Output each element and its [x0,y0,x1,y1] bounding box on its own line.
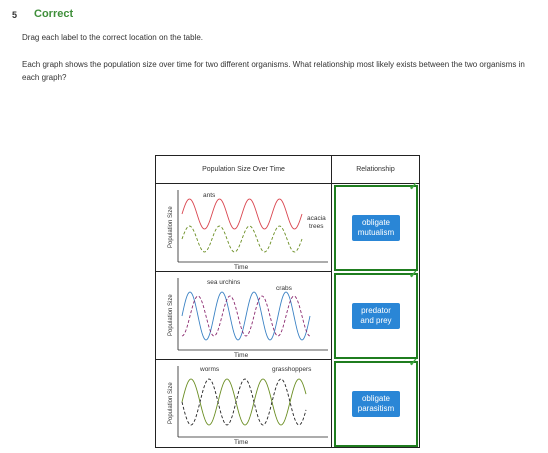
drop-zone-2[interactable] [334,269,418,359]
graph-3 [156,360,332,447]
instruction-text: Drag each label to the correct location on the table. [22,33,203,42]
label-predator-and-prey[interactable] [352,303,400,329]
organism-a-label: ants [203,192,216,199]
graph-row-3 [156,360,332,447]
organism-b-label-2: trees [309,223,324,230]
x-axis-label: Time [234,439,249,446]
organism-a-label: sea urchins [207,279,241,286]
drop-zone-1[interactable] [334,181,418,271]
checkmark-icon: ✓ [408,357,418,369]
label-line-1: obligate [361,394,391,403]
question-prompt: Each graph shows the population size over time for two different organisms. What relationship most likely exists between the two organisms in each graph? [22,60,525,82]
label-obligate-mutualism[interactable] [352,215,400,241]
label-obligate-parasitism[interactable] [352,391,400,417]
organism-b-label-1: acacia [307,215,326,222]
organism-a-label: worms [200,366,220,373]
x-axis-label: Time [234,264,249,271]
curve-sea-urchins [182,292,310,340]
graph-row-2 [156,272,332,360]
curve-ants [182,199,302,229]
y-axis-label: Population Size [168,294,174,336]
status-correct: Correct [34,8,74,20]
graph-1 [156,184,332,272]
label-line-2: and prey [360,316,392,325]
organism-b-label: grasshoppers [272,366,312,373]
y-axis-label: Population Size [168,206,174,248]
question-number: 5 [12,10,18,20]
checkmark-icon: ✓ [408,181,418,193]
label-line-2: parasitism [357,404,395,413]
header-population: Population Size Over Time [156,156,332,184]
label-line-1: predator [361,306,391,315]
drop-zone-3[interactable] [334,357,418,447]
curve-worms [182,379,306,425]
graph-row-1 [156,184,332,272]
graph-2 [156,272,332,360]
x-axis-label: Time [234,352,249,359]
curve-grasshoppers [182,379,306,425]
header-relationship: Relationship [332,156,419,184]
label-line-2: mutualism [357,228,395,237]
y-axis-label: Population Size [168,382,174,424]
curve-acacia [182,226,302,252]
answer-table [155,155,420,448]
checkmark-icon: ✓ [408,269,418,281]
label-line-1: obligate [361,218,391,227]
organism-b-label: crabs [276,285,292,292]
